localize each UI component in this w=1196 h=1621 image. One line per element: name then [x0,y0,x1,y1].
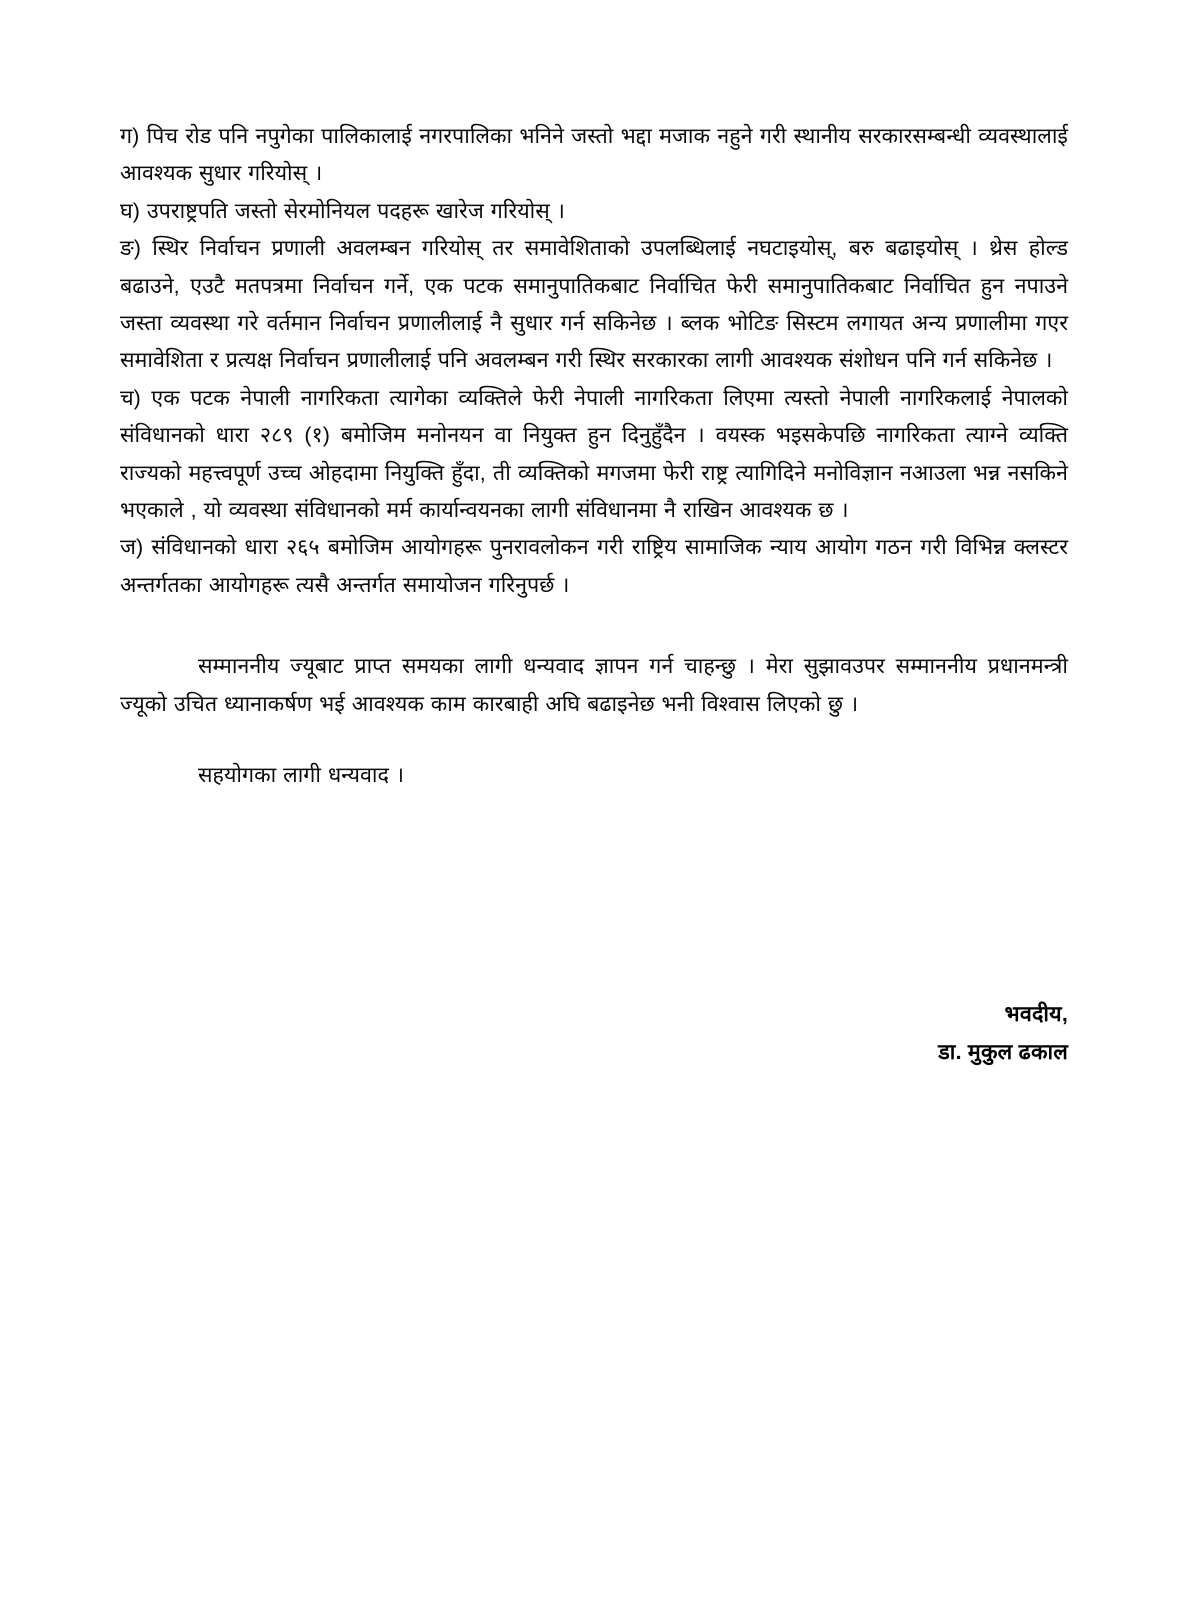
spacer-2 [120,723,1068,757]
signature-name: डा. मुकुल ढकाल [938,1040,1068,1065]
paragraph-item-cha: च) एक पटक नेपाली नागरिकता त्यागेका व्यक्तिले फेरी नेपाली नागरिकता लिएमा त्यस्तो नेपाली नागरिकलाई नेपालको संविधानको धारा २८९ (१) बमोजिम मनोनयन वा नियुक्त हुन दिनुहुँदैन । वयस्क भइसकेपछि नागरिकता त्याग्ने व्यक्ति राज्यको महत्त्वपूर्ण उच्च ओहदामा नियुक्ति हुँदा, ती व्यक्तिको मगजमा फेरी राष्ट्र त्यागिदिने मनोविज्ञान नआउला भन्न नसकिने भएकाले , यो व्यवस्था संविधानको मर्म कार्यान्वयनका लागी संविधानमा नै राखिन आवश्यक छ । [120,385,1068,523]
paragraph-item-gha: घ) उपराष्ट्रपति जस्तो सेरमोनियल पदहरू खारेज गरियोस् । [120,198,565,223]
document-body [120,118,1068,795]
paragraph-item-nga: ङ) स्थिर निर्वाचन प्रणाली अवलम्बन गरियोस् तर समावेशिताको उपलब्धिलाई नघटाइयोस्, बरु बढाइयोस् । थ्रेस होल्ड बढाउने, एउटै मतपत्रमा निर्वाचन गर्ने, एक पटक समानुपातिकबाट निर्वाचित फेरी समानुपातिकबाट निर्वाचित हुन नपाउने जस्ता व्यवस्था गरे वर्तमान निर्वाचन प्रणालीलाई नै सुधार गर्न सकिनेछ । ब्लक भोटिङ सिस्टम लगायत अन्य प्रणालीमा गएर समावेशिता र प्रत्यक्ष निर्वाचन प्रणालीलाई पनि अवलम्बन गरी स्थिर सरकारका लागी आवश्यक संशोधन पनि गर्न सकिनेछ । [120,236,1068,373]
signature-block [120,995,1068,1072]
spacer [120,604,1068,648]
signature-salutation: भवदीय, [1004,1001,1068,1026]
paragraph-item-ja: ज) संविधानको धारा २६५ बमोजिम आयोगहरू पुनरावलोकन गरी राष्ट्रिय सामाजिक न्याय आयोग गठन गरी विभिन्न क्लस्टर अन्तर्गतका आयोगहरू त्यसै अन्तर्गत समायोजन गरिनुपर्छ । [120,535,1068,597]
paragraph-thanks: सम्माननीय ज्यूबाट प्राप्त समयका लागी धन्यवाद ज्ञापन गर्न चाहन्छु । मेरा सुझावउपर सम्माननीय प्रधानमन्त्री ज्यूको उचित ध्यानाकर्षण भई आवश्यक काम कारबाही अघि बढाइनेछ भनी विश्वास लिएको छु । [120,654,1068,716]
paragraph-item-ga: ग) पिच रोड पनि नपुगेका पालिकालाई नगरपालिका भनिने जस्तो भद्दा मजाक नहुने गरी स्थानीय सरकारसम्बन्धी व्यवस्थालाई आवश्यक सुधार गरियोस् । [120,124,1068,186]
paragraph-support-thanks: सहयोगका लागी धन्यवाद । [198,763,405,788]
